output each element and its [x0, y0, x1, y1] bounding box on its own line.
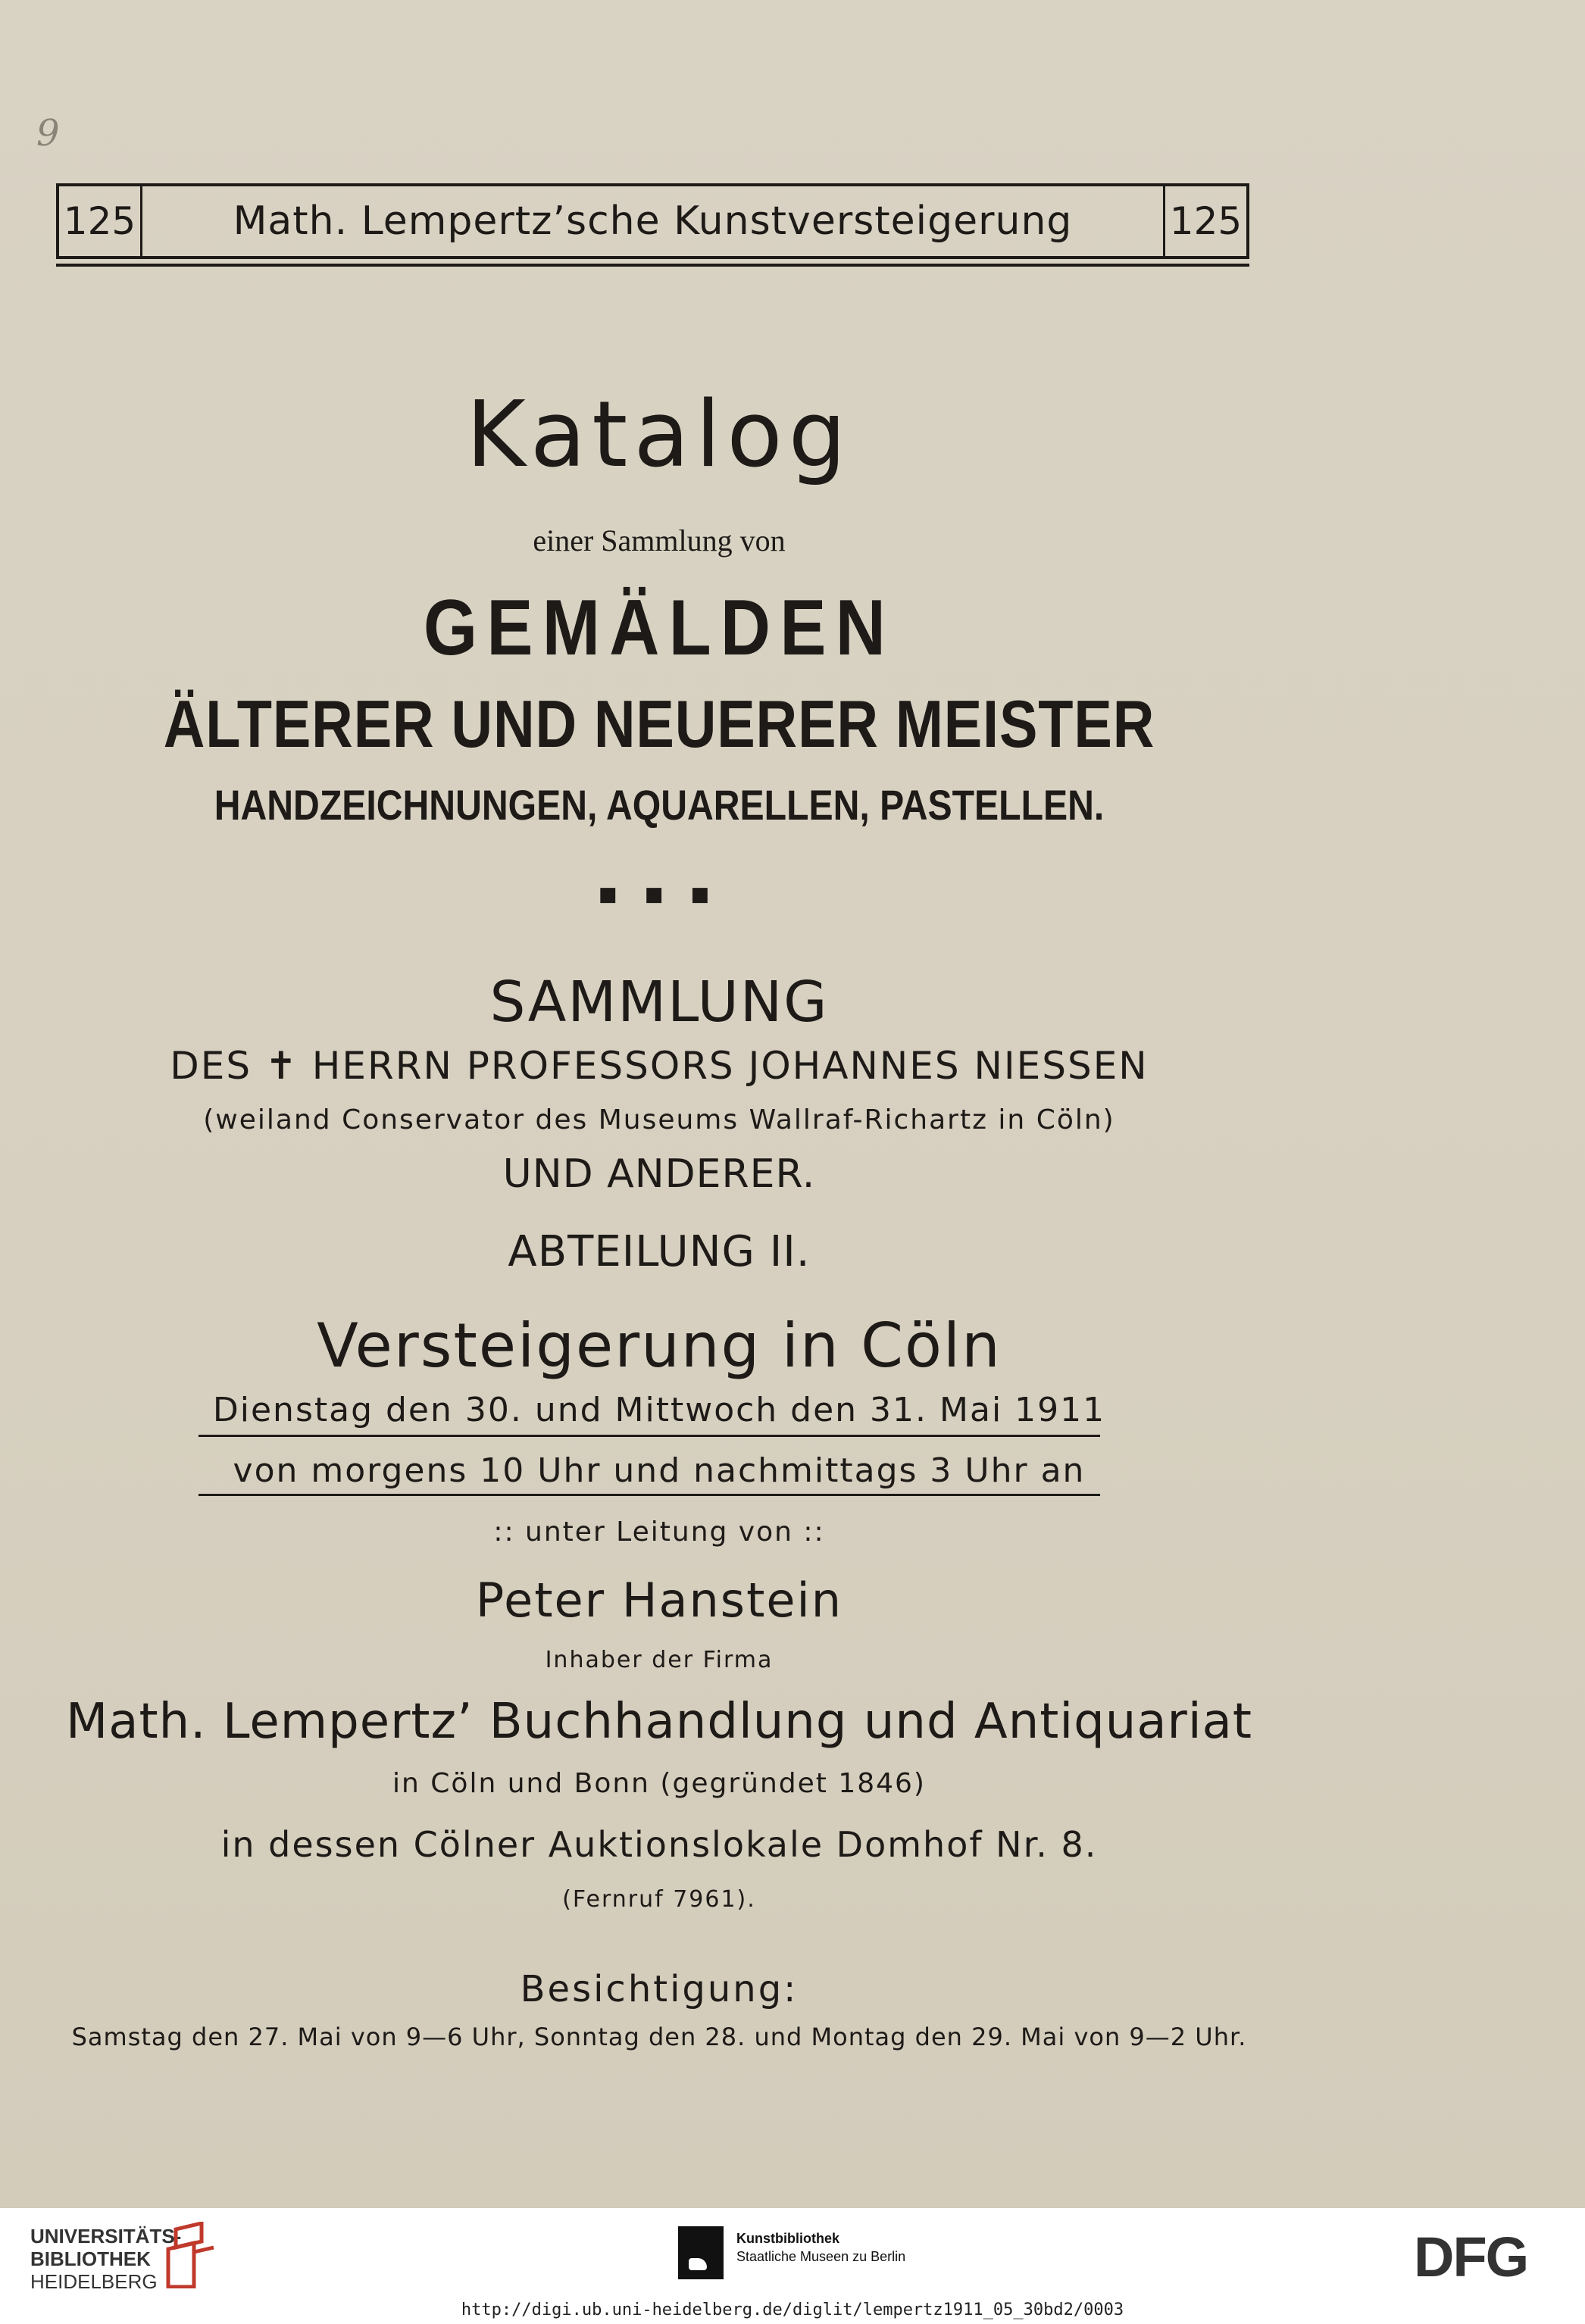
collection-abteilung: ABTEILUNG II. [508, 1227, 811, 1276]
source-url[interactable]: http://digi.ub.uni-heidelberg.de/diglit/lempertz1911_05_30bd2/0003 [461, 2301, 1124, 2319]
collection-owner: DES ✝ HERRN PROFESSORS JOHANNES NIESSEN [170, 1044, 1149, 1088]
title-katalog: Katalog [466, 383, 852, 488]
ub-line1: UNIVERSITÄTS- [30, 2225, 182, 2247]
viewing-dates: Samstag den 27. Mai von 9—6 Uhr, Sonntag den 28. und Montag den 29. Mai von 9—2 Uhr. [71, 2023, 1247, 2051]
kb-line1: Kunstbibliothek [736, 2231, 839, 2246]
ornament-divider: ■ ■ ■ [598, 883, 721, 906]
auctioneer-name: Peter Hanstein [475, 1573, 843, 1628]
title-gemalden: GEMÄLDEN [423, 584, 896, 672]
collection-und-anderer: UND ANDERER. [502, 1151, 816, 1197]
ub-line2: BIBLIOTHEK [30, 2247, 151, 2270]
auction-heading: Versteigerung in Cöln [317, 1310, 1002, 1381]
telephone: (Fernruf 7961). [562, 1886, 756, 1913]
firm-location: in Cöln und Bonn (gegründet 1846) [392, 1768, 926, 1799]
ub-line3: HEIDELBERG [30, 2270, 158, 2293]
kunstbibliothek-wordmark [736, 2229, 905, 2266]
page-number-right: 125 [1163, 186, 1246, 256]
title-alterer: ÄLTERER UND NEUERER MEISTER [163, 686, 1155, 761]
header-title: Math. Lempertz’sche Kunstversteigerung [233, 198, 1073, 244]
page-number-left: 125 [59, 186, 142, 256]
underline-times [199, 1494, 1100, 1496]
dfg-logo: DFG [1414, 2226, 1528, 2288]
viewing-heading: Besichtigung: [520, 1968, 799, 2010]
ub-heidelberg-logo-icon [161, 2222, 217, 2288]
firm-name: Math. Lempertz’ Buchhandlung und Antiquariat [66, 1694, 1252, 1750]
digitization-footer [0, 2208, 1585, 2324]
kunstbibliothek-logo-icon [678, 2226, 724, 2279]
auction-leitung: :: unter Leitung von :: [493, 1517, 825, 1548]
auction-venue: in dessen Cölner Auktionslokale Domhof Nr. 8. [220, 1824, 1098, 1865]
auctioneer-role: Inhaber der Firma [545, 1647, 774, 1673]
pencil-mark: 9 [36, 112, 60, 155]
subtitle-einer: einer Sammlung von [533, 523, 786, 558]
auction-dates: Dienstag den 30. und Mittwoch den 31. Mai 1911 [212, 1391, 1106, 1429]
header-box [56, 183, 1249, 259]
auction-times: von morgens 10 Uhr und nachmittags 3 Uhr an [233, 1451, 1086, 1490]
kb-line2: Staatliche Museen zu Berlin [736, 2249, 906, 2264]
underline-dates [199, 1435, 1100, 1437]
ub-heidelberg-wordmark [30, 2225, 181, 2293]
collection-heading: SAMMLUNG [489, 970, 829, 1035]
title-handzeichnungen: HANDZEICHNUNGEN, AQUARELLEN, PASTELLEN. [214, 781, 1105, 829]
collection-owner-note: (weiland Conservator des Museums Wallraf-Richartz in Cöln) [203, 1104, 1115, 1135]
